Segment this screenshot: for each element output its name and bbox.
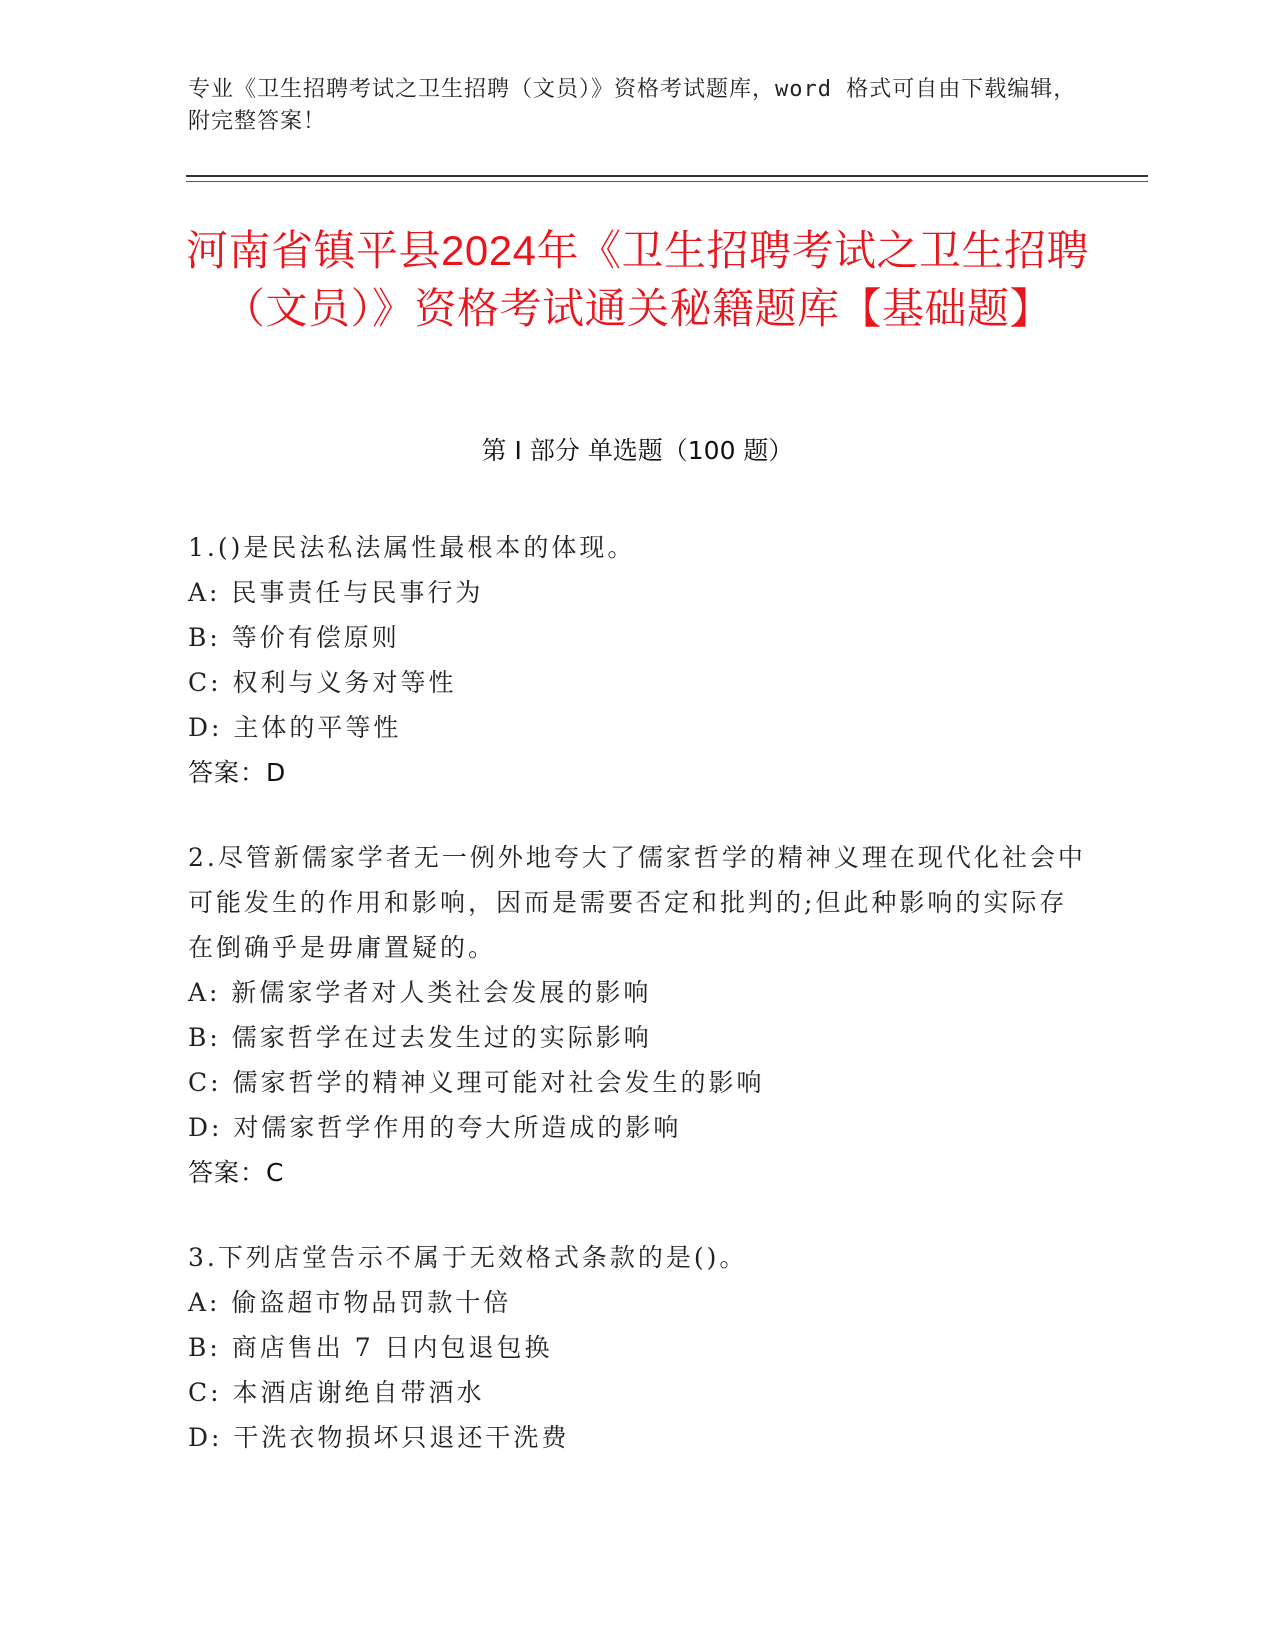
option-d: D: 干洗衣物损坏只退还干洗费 <box>188 1423 570 1452</box>
header-divider-thick <box>186 175 1148 177</box>
document-title: 河南省镇平县2024年《卫生招聘考试之卫生招聘（文员）》资格考试通关秘籍题库【基础题】 <box>186 227 1089 332</box>
answer: 答案：D <box>188 758 287 787</box>
option-a: A: 新儒家学者对人类社会发展的影响 <box>188 978 652 1007</box>
option-d: D: 主体的平等性 <box>188 713 402 742</box>
option-b: B: 等价有偿原则 <box>188 623 400 652</box>
question-stem: 2.尽管新儒家学者无一例外地夸大了儒家哲学的精神义理在现代化社会中可能发生的作用和影响，因而是需要否定和批判的;但此种影响的实际存在倒确乎是毋庸置疑的。 <box>188 843 1086 962</box>
question-2 <box>188 835 1088 1195</box>
option-d: D: 对儒家哲学作用的夸大所造成的影响 <box>188 1113 682 1142</box>
header-note: 专业《卫生招聘考试之卫生招聘（文员）》资格考试题库，word 格式可自由下载编辑，附完整答案！ <box>188 77 1077 134</box>
option-c: C: 权利与义务对等性 <box>188 668 457 697</box>
question-1 <box>188 525 1088 795</box>
option-c: C: 儒家哲学的精神义理可能对社会发生的影响 <box>188 1068 765 1097</box>
option-c: C: 本酒店谢绝自带酒水 <box>188 1378 485 1407</box>
header-divider-thin <box>186 181 1148 182</box>
question-stem: 1.()是民法私法属性最根本的体现。 <box>188 533 636 562</box>
option-b: B: 商店售出 7 日内包退包换 <box>188 1333 553 1362</box>
option-a: A: 偷盗超市物品罚款十倍 <box>188 1288 512 1317</box>
section-heading: 第 I 部分 单选题（100 题） <box>481 436 794 465</box>
option-b: B: 儒家哲学在过去发生过的实际影响 <box>188 1023 652 1052</box>
question-list <box>188 525 1088 1500</box>
question-3 <box>188 1235 1088 1460</box>
answer: 答案：C <box>188 1158 285 1187</box>
option-a: A: 民事责任与民事行为 <box>188 578 484 607</box>
question-stem: 3.下列店堂告示不属于无效格式条款的是()。 <box>188 1243 748 1272</box>
